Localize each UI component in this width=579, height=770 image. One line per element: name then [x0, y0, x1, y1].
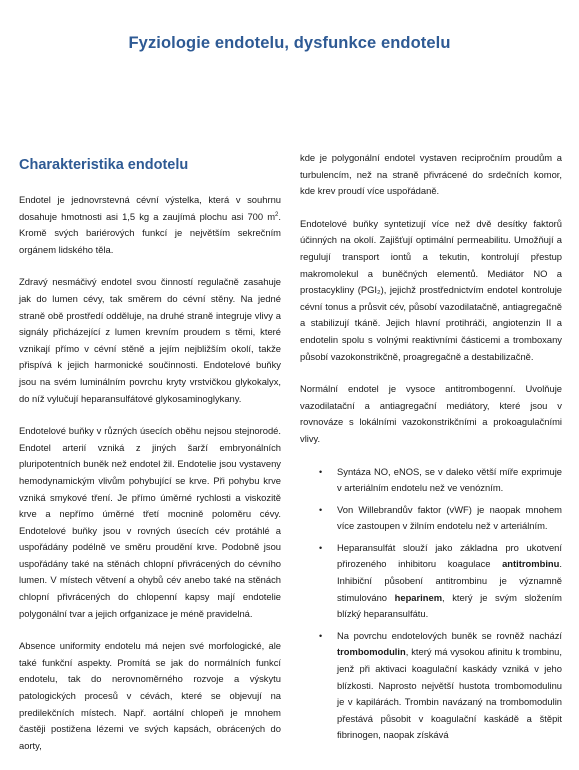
paragraph-1 — [19, 192, 281, 258]
paragraph-3: Endotelové buňky v různých úsecích oběhu nejsou stejnorodé. Endotel arterií vzniká z jiných šarží embryonálních pluripotentních buněk než endotel žil. Endotelie jsou vystaveny hemodynamickým vlivům pohybující se krve. Při pohybu krve vzniká smykové tření. Je přímo úměrné rychlosti a viskozitě krve a nepřímo úměrné třetí mocnině poloměru cévy. Endotelové buňky jsou v rovných úsecích cév protáhlé a uspořádány podélně ve směru proudění krve. Podobně jsou uspořádány také na stěnách chlopní přivrácených do cévního lumen. V místech větvení a ohybů cév anebo také na stěnách chlopní přivrácených do chlopenní kapsy mají endotelie polygonální tvar a jejich orfganizace je méně pravidelná. — [19, 425, 281, 619]
list-item — [300, 464, 562, 497]
list-item-text-b: , který má vysokou afinitu k trombinu, jenž při aktivaci koagulační kaskády vzniká v jeho blízkosti. Naprosto největší hustota trombomodulinu je v kapilárách. Trombin navázaný na trombomodulin přestává působit v koagulační kaskádě a štěpit fibrinogen, naopak získává — [337, 646, 562, 741]
right-column — [300, 150, 562, 749]
paragraph-2: Zdravý nesmáčivý endotel svou činností regulačně zasahuje jak do lumen cévy, tak směrem do cévní stěny. Na jedné straně obě prostředí odděluje, na druhé straně integruje vlivy a signály přicházející z lumen krevním proudem s těmi, které vznikají přímo v cévní stěně a jejím nejbližším okolí, takže přispívá k jejich harmonické součinnosti. Endotelové buňky jsou na svém luminálním povrchu kryty vrstvičkou glykokalyx, do níž vylučují heparansulfátové glykosaminoglykany. — [19, 276, 281, 404]
heparin-term: heparinem — [394, 591, 443, 603]
section-heading: Charakteristika endotelu — [19, 157, 189, 173]
bullet-icon: • — [319, 630, 323, 641]
superscript: 2 — [275, 211, 279, 218]
paragraph-6: Endotelové buňky syntetizují více než dvě desítky faktorů účinných na okolí. Zajišťují optimální permeabilitu. Umožňují a regulují transport iontů a tekutin, kontrolují přestup makromolekul a buněčných elementů. Mediátor NO a prostacykliny (PGI₂), jejichž prostřednictvím endotel kontroluje cévní tonus a průsvit cév, působí vazodilatačně, antiagregačně a stabilizují tkáně. Jejich hlavní protihráči, angiotenzin II a endotelin spolu s volnými reaktivními částicemi a tromboxany působí vazokonstrikčně, proagregačně a destabilizačně. — [300, 217, 562, 362]
paragraph-1-text-a: Endotel je jednovrstevná cévní výstelka, která v souhrnu dosahuje hmotnosti asi 1,5 kg a zaujímá plochu asi 700 m — [19, 194, 281, 222]
list-item — [300, 540, 562, 623]
list-item-text-c: , který je svým složením blízký heparansulfátu. — [337, 591, 562, 620]
list-item — [300, 628, 562, 744]
antitrombin-term: antitrombinu — [502, 558, 560, 570]
list-item-text-a: Heparansulfát slouží jako základna pro ukotvení přirozeného inhibitoru koagulace — [337, 541, 562, 570]
bullet-list — [300, 464, 562, 745]
paragraph-7: Normální endotel je vysoce antitrombogenní. Uvolňuje vazodilatační a antiagregační mediátory, které jsou v rovnováze s lokálními vazokonstrikčními a prokoagulačními vlivy. — [300, 383, 562, 444]
bullet-icon: • — [319, 504, 323, 515]
document-title: Fyziologie endotelu, dysfunkce endotelu — [128, 34, 451, 52]
paragraph-4: Absence uniformity endotelu má nejen své morfologické, ale také funkční aspekty. Promítá se jak do normálních funkcí endotelu, tak do nerovnoměrného rozvoje a výskytu patologických procesů v cévách, které se objevují na predilekčních místech. Např. aortální chlopeň je mnohem častěji postižena lézemi ve svých kapsách, obrácených do aorty, — [19, 640, 281, 751]
paragraph-1-text-b: . Kromě svých bariérových funkcí je největším sekrečním orgánem lidského těla. — [19, 210, 281, 255]
list-item-text-a: Na povrchu endotelových buněk se rovněž nachází — [337, 629, 562, 641]
list-item-text: Syntáza NO, eNOS, se v daleko větší míře exprimuje v arteriálním endotelu než ve venózním. — [337, 465, 562, 494]
paragraph-5: kde je polygonální endotel vystaven recipročním proudům a turbulencím, než na straně přivrácené do srdečních komor, kde krev proudí více uspořádaně. — [300, 152, 562, 197]
list-item — [300, 502, 562, 535]
bullet-icon: • — [319, 466, 323, 477]
bullet-icon: • — [319, 542, 323, 553]
left-column — [19, 150, 281, 770]
list-item-text: Von Willebrandův faktor (vWF) je naopak mnohem více zastoupen v žilním endotelu než v arteriálním. — [337, 503, 562, 532]
trombomodulin-term: trombomodulin — [337, 646, 406, 658]
list-item-text-b: . Inhibiční působení antitrombinu je významně stimulováno — [337, 558, 562, 603]
